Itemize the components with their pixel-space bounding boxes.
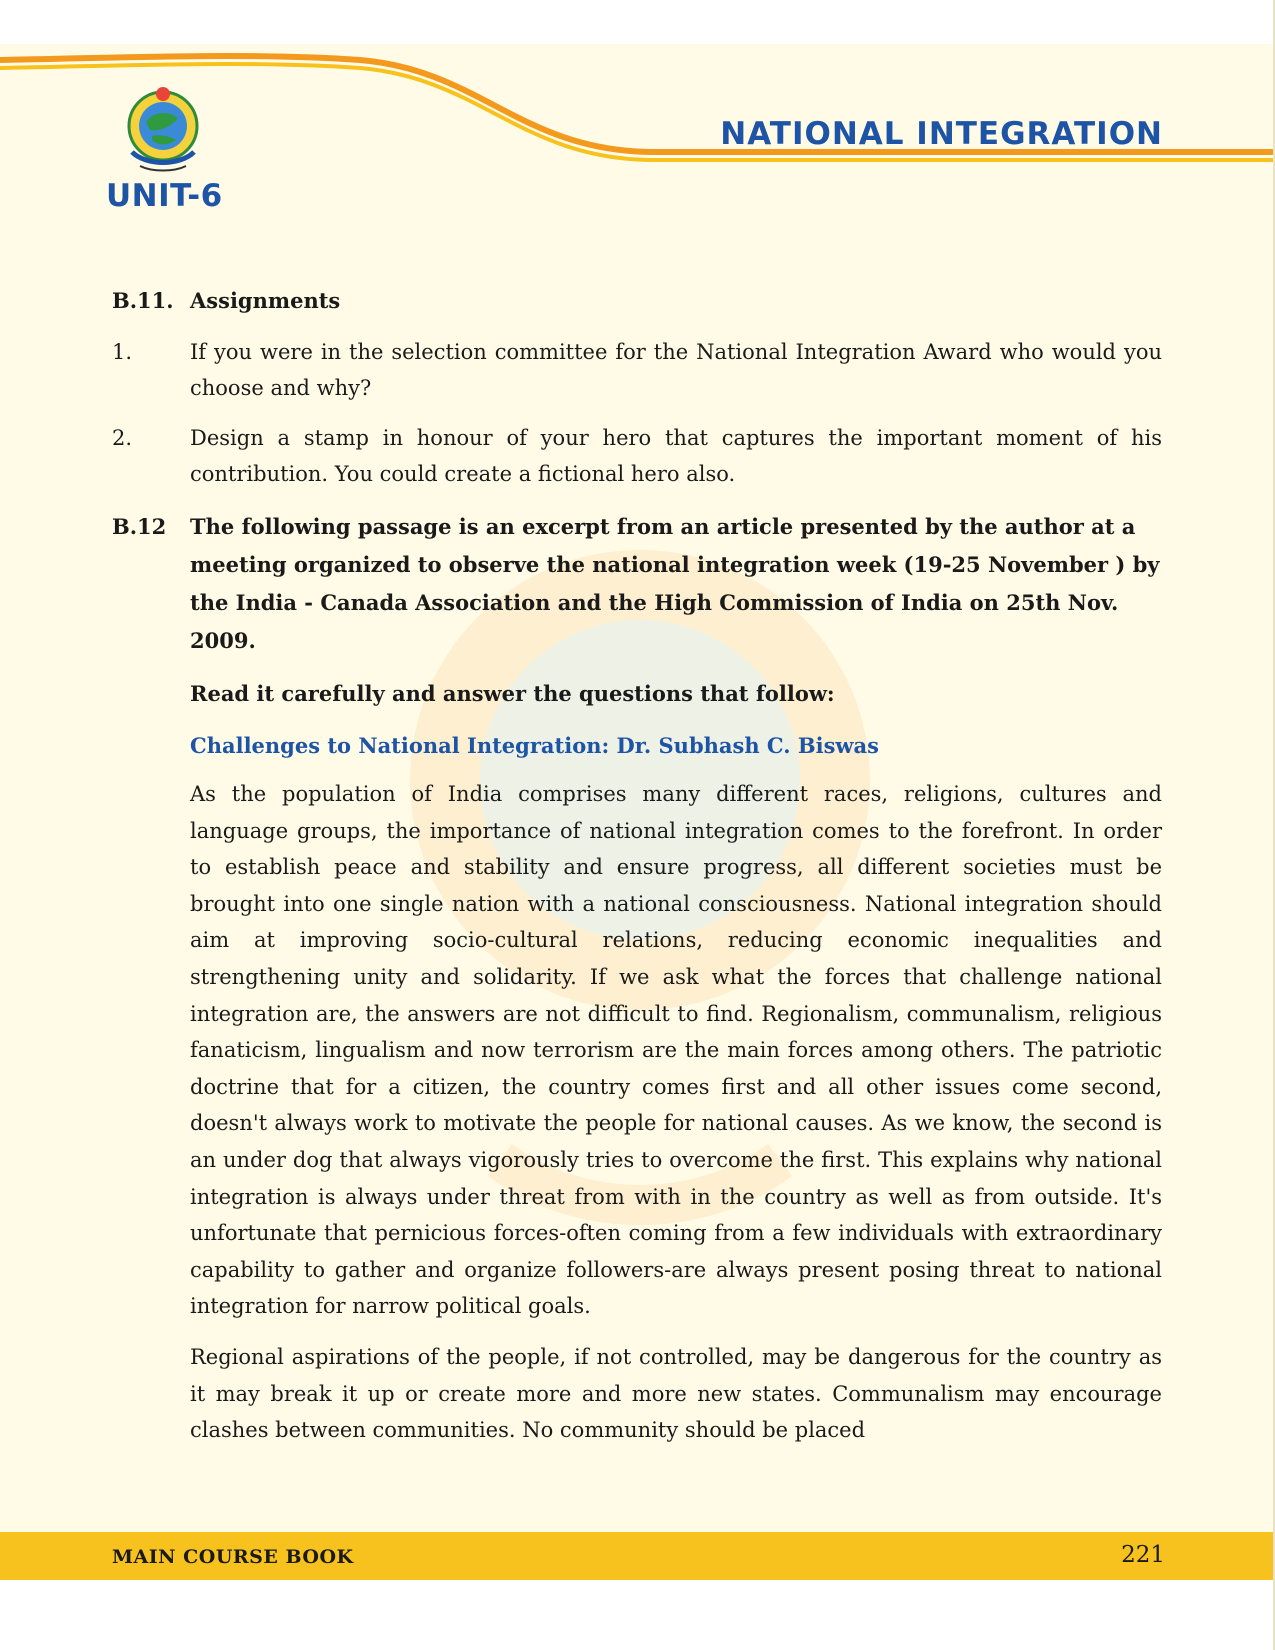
- passage-paragraph: Regional aspirations of the people, if not controlled, may be dangerous for the country as it may break it up or create more and more new states. Communalism may encourage clashes between communities. No community should be placed: [190, 1344, 1162, 1443]
- cbse-globe-emblem-icon: [122, 82, 204, 176]
- assignment-item: [112, 334, 1162, 406]
- chapter-title: NATIONAL INTEGRATION: [720, 116, 1163, 152]
- passage-paragraph: As the population of India comprises many different races, religions, cultures and language groups, the importance of national integration comes to the forefront. In order to establish peace and stability and ensure progress, all different societies must be brought into one single nation with a national consciousness. National integration should aim at improving socio-cultural relations, reducing economic inequalities and strengthening unity and solidarity. If we ask what the forces that challenge national integration are, the answers are not difficult to find. Regionalism, communalism, religious fanaticism, lingualism and now terrorism are the main forces among others. The patriotic doctrine that for a citizen, the country comes first and all other issues come second, doesn't always work to motivate the people for national causes. As we know, the second is an under dog that always vigorously tries to overcome the first. This explains why national integration is always under threat from with in the country as well as from outside. It's unfortunate that pernicious forces-often coming from a few individuals with extraordinary capability to gather and organize followers-are always present posing threat to national integration for narrow political goals.: [190, 782, 1162, 1319]
- section-b11-heading: [112, 282, 1162, 320]
- section-number: B.11.: [112, 288, 174, 313]
- page-number: 221: [1121, 1542, 1165, 1568]
- unit-label: UNIT-6: [106, 178, 223, 214]
- footer-book-title: MAIN COURSE BOOK: [112, 1546, 354, 1568]
- item-number: 2.: [112, 426, 133, 450]
- section-intro: The following passage is an excerpt from an article presented by the author at a meeting organized to observe the national integration week (19-25 November ) by the India - Canada Association and the High Commission of India on 25th Nov. 2009.: [190, 514, 1160, 653]
- instruction-text: Read it carefully and answer the questions that follow:: [190, 681, 835, 706]
- article-title: Challenges to National Integration: Dr. Subhash C. Biswas: [190, 733, 879, 758]
- main-content: [112, 282, 1162, 1449]
- section-b12-heading: [112, 508, 1162, 660]
- assignment-item: [112, 420, 1162, 492]
- section-number: B.12: [112, 514, 167, 539]
- item-number: 1.: [112, 340, 133, 364]
- bottom-margin: [0, 1580, 1275, 1650]
- reading-passage: [190, 676, 1162, 1449]
- section-title: Assignments: [190, 288, 341, 313]
- item-text: Design a stamp in honour of your hero that captures the important moment of his contribution. You could create a fictional hero also.: [190, 426, 1162, 486]
- item-text: If you were in the selection committee for the National Integration Award who would you choose and why?: [190, 340, 1162, 400]
